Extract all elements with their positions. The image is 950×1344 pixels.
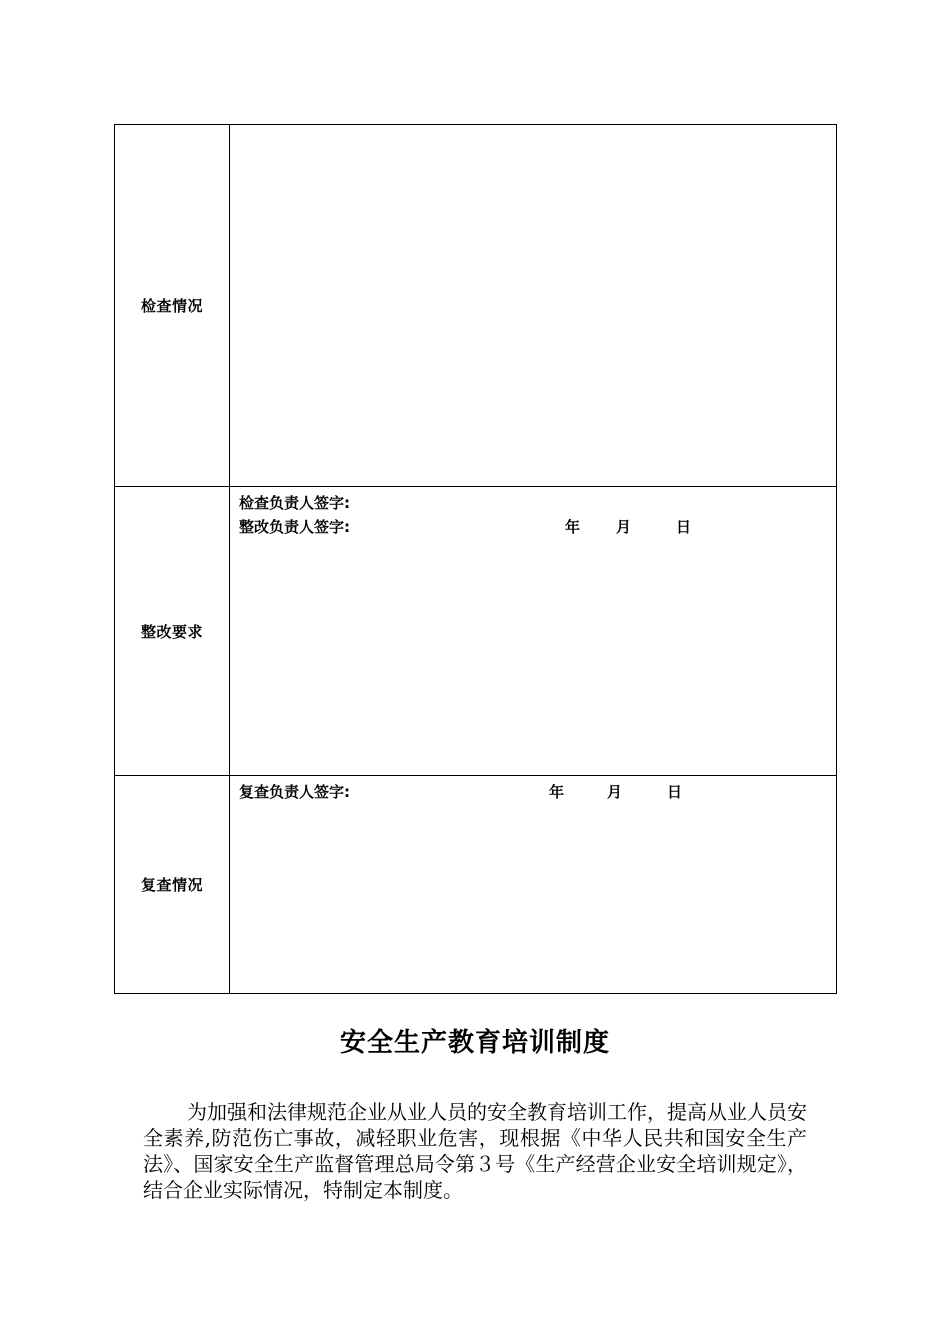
rectification-day-label: 日 [676, 518, 692, 536]
rectification-year-label: 年 [565, 518, 581, 536]
rectifier-signature-label: 整改负责人签字: [239, 518, 350, 536]
intro-paragraph: 为加强和法律规范企业从业人员的安全教育培训工作，提高从业人员安全素养,防范伤亡事故，减轻职业危害，现根据《中华人民共和国安全生产法》、国家安全生产监督管理总局令第３号《生产经营企业安全培训规定》，结合企业实际情况，特制定本制度。 [143, 1100, 807, 1202]
review-row [115, 776, 837, 994]
review-year-label: 年 [549, 783, 565, 801]
rectification-row [115, 487, 837, 776]
rectification-label: 整改要求 [115, 487, 230, 776]
review-month-label: 月 [607, 783, 623, 801]
reviewer-signature-label: 复查负责人签字: [239, 783, 350, 801]
review-day-label: 日 [667, 783, 683, 801]
inspection-label: 检查情况 [115, 125, 230, 487]
document-title: 安全生产教育培训制度 [339, 1028, 610, 1058]
inspection-row [115, 125, 837, 487]
rectification-month-label: 月 [616, 518, 632, 536]
review-content-field[interactable] [230, 776, 837, 994]
inspector-signature-label: 检查负责人签字: [239, 494, 350, 512]
rectification-content-field[interactable] [230, 487, 837, 776]
inspection-record-table [114, 124, 837, 994]
inspection-content-field[interactable] [230, 125, 837, 487]
review-label: 复查情况 [115, 776, 230, 994]
